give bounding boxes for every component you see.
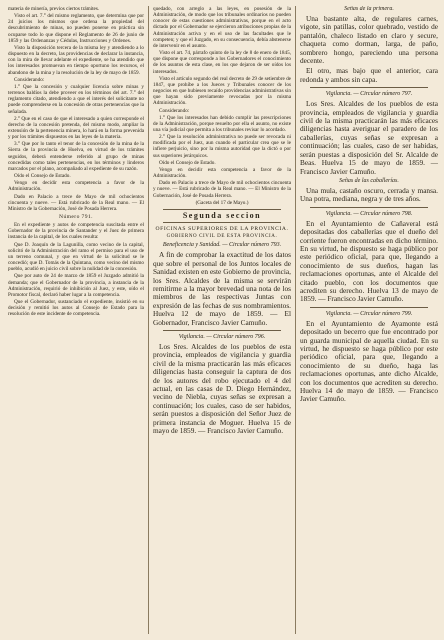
paragraph: Que el Gobernador, sustanciado el expediente, insistió en su decisión y remitió los autos al Consejo de Estado para la resolución de este incidente de competencia. — [8, 299, 144, 318]
column-middle — [153, 6, 291, 634]
paragraph: Oído el Consejo de Estado. — [159, 159, 216, 166]
paragraph: Considerando: — [159, 107, 190, 114]
column-divider — [148, 6, 149, 634]
column-divider — [295, 6, 296, 634]
paragraph: Dado en Palacio a trece de Mayo de mil ochocientos cincuenta y nueve. — Está rubricado de la Real mano. — El Ministro de la Gobernación, José de Posada Herrera. — [8, 193, 144, 212]
paragraph: 1.° Que los interesados han debido cumplir las prescripciones de la Administración, porque resuelto por ella el asunto, no existe una vía judicial que permita a los tribunales revisar lo acordado. — [153, 114, 291, 133]
paragraph: Considerando: — [14, 76, 45, 83]
circular-body: A fin de comprobar la exactitud de los datos que sobre el personal de los Juntos locales de Sanidad existen en este Gobierno de provincia, los Sres. Alcaldes de la misma se servirán remitirme a la mayor brevedad una nota de los miembros de las respectivas Juntas con expresión de las fechas de sus nombramientos. Huelva 12 de mayo de 1859. — El Gobernador, Francisco Javier Camuño. — [153, 250, 291, 327]
divider — [310, 207, 428, 208]
section-heading: Número 791. — [59, 214, 93, 220]
description-body: Una mula, castaño oscuro, cerrada y mansa. Una potra, mediana, negra y de tres años. — [300, 185, 438, 204]
description-heading: Señas de las caballerías. — [339, 177, 399, 184]
paragraph: 3.° Que por lo tanto el tenor de la concesión de la mina de la Sierra de la provincia de Huelva, en virtud de los trámites seguidos, deberá entenderse referido al grupo de minas concedidas como tales pertenencias, en los términos y linderos marcados por el plano, acompañado al expediente de su razón. — [8, 141, 144, 172]
paragraph: materia de minería, previos ciertos trámites. — [8, 6, 100, 12]
gazette-reference: (Gaceta del 17 de Mayo.) — [195, 199, 249, 206]
paragraph: En el expediente y autos de competencia suscitada entre el Gobernador de la provincia de Santander y el Juez de primera instancia de la capital, de los cuales resulta: — [8, 222, 144, 241]
circular-heading: Vigilancia. — Circular número 799. — [325, 310, 413, 317]
paragraph: 2.° Que la resolución administrativa no puede ser revocada ni modificada por el Juez, aun cuando el particular crea que se le infiere perjuicio, sino por la misma autoridad que la dictó o por sus superiores jerárquicos. — [153, 134, 291, 159]
divider — [310, 87, 428, 88]
divider — [163, 330, 281, 331]
circular-heading: Vigilancia. — Circular número 796. — [178, 333, 266, 340]
paragraph: Visto el art. 74, párrafo quinto de la ley de 8 de enero de 1845, que dispone que corresponde a los Gobernadores el conocimiento de los asuntos de esta clase, en los que dejaron de ser oídos los interesados. — [153, 50, 291, 75]
description-body: El otro, mas bajo que el anterior, cara redonda y ambos sin capa. — [300, 66, 438, 84]
circular-body: En el Ayuntamiento de Ayamonte está depositado un becerro que fue encontrado por un guarda municipal de aquella ciudad. En su virtud, he dispuesto se haga público por este periódico oficial, para que, llegando a conocimiento de su dueño, haga las reclamaciones oportunas, ante dicho Alcalde, con los documentos que acrediten su derecho. Huelva 14 de mayo de 1859. — Francisco Javier Camuño. — [300, 318, 438, 404]
circular-body: Los Sres. Alcaldes de los pueblos de esta provincia, empleados de vigilancia y guardia civil de la misma practicarán las más eficaces diligencias hasta averiguar el paradero de los caballerías, cuyas señas se expresan a continuación; las cuales, caso de ser habidas, serán puestas a disposición del Sr. Alcalde de Beas. Huelva 15 de mayo de 1859. — Francisco Javier Camuño. — [300, 99, 438, 176]
paragraph: quedado, con arreglo a las leyes, en posesión de la Administración, de modo que los tribunales ordinarios no pueden conocer de estas cuestiones administrativas, porque en el acto dictado por el Gobernador se ejercieron atribuciones propias de la Administración activa y en el uso de las facultades que le competen; y que el Juzgado, en su consecuencia, debía abstenerse de intervenir en el asunto. — [153, 6, 291, 49]
description-body: Una bastante alta, de regulares carnes, vigote, sin patillas, color quebrado, vestido de pantalón, chaleco listado en claro y secure, chaqueta como dorman, larga, de paño, sombrero hongo, pareciendo una persona decente. — [300, 14, 438, 66]
paragraph: Visto el art. 7.° del mismo reglamento, que determina que por 24 juicios los mismos que ordena la propiedad del descubrimiento de minas, no pueden ponerse en práctica sin ocuparse todo lo que dispone el Reglamento de 26 de junio de 1859 y las Ordenanzas y Cédulas, Instrucciones y Ordenes. — [8, 13, 144, 44]
circular-body: En el Ayuntamiento de Cañaveral está depositadas dos caballerías que el dueño del corriente fueron encontradas en dicho término. En su virtud, he dispuesto se haga público por este periódico oficial, para que, llegando a conocimiento de sus dueños, hagan las reclamaciones oportunas, ante el Alcalde del citado pueblo, con los documentos que acrediten su derecho. Huelva 13 de mayo de 1859. — Francisco Javier Camuño. — [300, 218, 438, 304]
paragraph: Visto la disposición tercera de la misma ley y atendiendo a lo dispuesto en la decreto, las providencias de declarar la instancia, con la mira de llevar adelante el expediente, se ha atendido que los interesados promuevan en tiempo oportuno los recursos, el abandono de la mina y la resolución de la ley de mayo de 1859. — [8, 44, 144, 76]
circular-body: Los Sres. Alcaldes de los pueblos de esta provincia, empleados de vigilancia y guardia civil de la misma practicarán las más eficaces diligencias hasta conseguir la captura de dos de los autores del robo ejecutado el 4 del actual, en las casas de D. Diego Hernández, vecino de Niebla, cuyas señas se expresan a continuación; los cuales, caso de ser habidos, serán puestos a disposición del Señor Juez de primera instancia de Moguer. Huelva 15 de mayo de 1859. — Francisco Javier Camuño. — [153, 341, 291, 436]
government-heading: GOBIERNO CIVIL DE ESTA PROVINCIA. — [166, 234, 278, 240]
paragraph: Que D. Joaquín de la Lagunilla, como vecino de la capital, solicitó de la Administración del ramo el permiso para el uso de un terreno comunal, y que en virtud de la solicitud se le concedió; que D. Tomás de la Quintana, como vecino del mismo pueblo, acudió en juicio civil sobre la nulidad de la concesión. — [8, 241, 144, 273]
circular-heading: Vigilancia. — Circular número 797. — [325, 91, 413, 98]
section-title: Segunda seccion — [182, 210, 262, 220]
paragraph: 1.° Que la concesión y cualquier licencia sobre minas y terrenos baldíos la debe proveer en los términos del art. 7.° del reglamento citado, atendiendo a que el interés del solicitante no puede comprenderse en la concesión de otras pertenencias que la señalada. — [8, 83, 144, 115]
paragraph: Oído el Consejo de Estado. — [14, 173, 71, 180]
section-divider — [163, 222, 281, 223]
paragraph: Dado en Palacio a trece de Mayo de mil ochocientos cincuenta y nueve. — Está rubricado de la Real mano. — El Ministro de la Gobernación, José de Posada Herrera. — [153, 180, 291, 199]
offices-heading: OFICINAS SUPERIORES DE LA PROVINCIA. — [155, 226, 289, 232]
paragraph: Visto el artículo segundo del real decreto de 29 de setiembre de 1847, que prohíbe a los Jueces y Tribunales conocer de los negocios en que hubiesen recaído providencias administrativas sin que hayan sido previamente revocadas por la misma Administración. — [153, 75, 291, 107]
paragraph: Vengo en decidir esta competencia a favor de la Administración. — [153, 166, 291, 180]
section-divider — [163, 209, 281, 210]
description-heading: Señas de la primera. — [344, 6, 394, 12]
divider — [310, 307, 428, 308]
column-left — [8, 6, 144, 634]
paragraph: 2.° Que en el caso de que el interesado a quien corresponde el derecho de la concesión pretenda, del mismo modo, ampliar la extensión de la pertenencia minera, lo hará en la forma prevenida y por los trámites dispuestos en las leyes de la materia. — [8, 115, 144, 141]
circular-heading: Beneficencia y Sanidad. — Circular número 793. — [162, 242, 282, 249]
circular-heading: Vigilancia. — Circular número 798. — [325, 210, 413, 217]
column-right — [300, 6, 438, 634]
paragraph: Que por auto de 24 de marzo de 1859 el Juzgado admitió la demanda; que el Gobernador de la provincia, a instancia de la Administración, requirió de inhibición al Juez, y este, oído el Promotor fiscal, declaró haber lugar a la competencia. — [8, 273, 144, 298]
paragraph: Vengo en decidir esta competencia a favor de la Administración. — [8, 180, 144, 193]
